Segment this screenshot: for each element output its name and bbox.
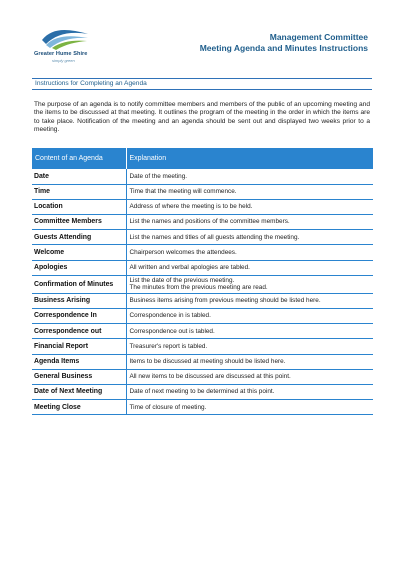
- wave-logo-icon: [40, 26, 90, 50]
- table-row: [32, 293, 373, 308]
- agenda-item-label: Financial Report: [32, 339, 126, 354]
- table-row: [32, 369, 373, 384]
- agenda-item-explanation: Correspondence in is tabled.: [126, 309, 373, 324]
- agenda-item-label: Date of Next Meeting: [32, 384, 126, 399]
- shire-logo: [34, 26, 96, 68]
- agenda-item-label: Committee Members: [32, 215, 126, 230]
- logo-name: Greater Hume Shire: [34, 51, 88, 57]
- agenda-item-explanation: List the names and titles of all guests attending the meeting.: [126, 230, 373, 245]
- agenda-item-explanation: All new items to be discussed are discussed at this point.: [126, 369, 373, 384]
- table-row: [32, 384, 373, 399]
- agenda-table: [32, 148, 373, 415]
- agenda-item-label: Date: [32, 169, 126, 184]
- agenda-item-explanation: All written and verbal apologies are tabled.: [126, 260, 373, 275]
- agenda-item-label: Agenda Items: [32, 354, 126, 369]
- table-row: [32, 260, 373, 275]
- column-header-content: Content of an Agenda: [32, 148, 126, 169]
- agenda-item-label: Confirmation of Minutes: [32, 275, 126, 293]
- section-heading: Instructions for Completing an Agenda: [35, 80, 147, 87]
- table-row: [32, 184, 373, 199]
- table-body: [32, 169, 373, 415]
- table-row: [32, 199, 373, 214]
- agenda-item-label: Welcome: [32, 245, 126, 260]
- agenda-item-explanation: Address of where the meeting is to be held.: [126, 199, 373, 214]
- table-row: [32, 215, 373, 230]
- table-row: [32, 339, 373, 354]
- agenda-item-explanation: Date of next meeting to be determined at this point.: [126, 384, 373, 399]
- agenda-item-explanation: Time of closure of meeting.: [126, 400, 373, 415]
- agenda-item-explanation: Correspondence out is tabled.: [126, 324, 373, 339]
- page-title: [200, 32, 368, 54]
- agenda-item-explanation: List the date of the previous meeting. The minutes from the previous meeting are read.: [126, 275, 373, 293]
- table-row: [32, 245, 373, 260]
- table-row: [32, 324, 373, 339]
- agenda-item-label: Time: [32, 184, 126, 199]
- agenda-item-label: Meeting Close: [32, 400, 126, 415]
- table-row: [32, 354, 373, 369]
- table-row: [32, 230, 373, 245]
- table-row: [32, 309, 373, 324]
- table-row: [32, 169, 373, 184]
- agenda-item-explanation: Treasurer's report is tabled.: [126, 339, 373, 354]
- agenda-item-label: Correspondence In: [32, 309, 126, 324]
- agenda-item-explanation: Date of the meeting.: [126, 169, 373, 184]
- agenda-item-label: Guests Attending: [32, 230, 126, 245]
- title-line-1: Management Committee: [269, 32, 368, 42]
- agenda-item-explanation: Chairperson welcomes the attendees.: [126, 245, 373, 260]
- agenda-item-explanation: Time that the meeting will commence.: [126, 184, 373, 199]
- table-row: [32, 275, 373, 293]
- section-heading-bar: [32, 78, 372, 90]
- agenda-item-label: Business Arising: [32, 293, 126, 308]
- title-line-2: Meeting Agenda and Minutes Instructions: [199, 43, 368, 53]
- intro-paragraph: The purpose of an agenda is to notify committee members and members of the public of an upcoming meeting and the items to be discussed at that meeting. It outlines the program of the meeting in the order in which the items are to take place. Notification of the meeting and an agenda should be sent out and displayed two weeks prior to a meeting.: [34, 101, 370, 133]
- logo-tagline: simply green: [52, 58, 75, 63]
- agenda-item-explanation: Items to be discussed at meeting should be listed here.: [126, 354, 373, 369]
- agenda-item-label: Apologies: [32, 260, 126, 275]
- table-row: [32, 400, 373, 415]
- agenda-item-label: General Business: [32, 369, 126, 384]
- table-header-row: [32, 148, 373, 169]
- agenda-item-explanation: List the names and positions of the committee members.: [126, 215, 373, 230]
- agenda-item-label: Location: [32, 199, 126, 214]
- agenda-item-label: Correspondence out: [32, 324, 126, 339]
- column-header-explanation: Explanation: [126, 148, 373, 169]
- agenda-item-explanation: Business items arising from previous meeting should be listed here.: [126, 293, 373, 308]
